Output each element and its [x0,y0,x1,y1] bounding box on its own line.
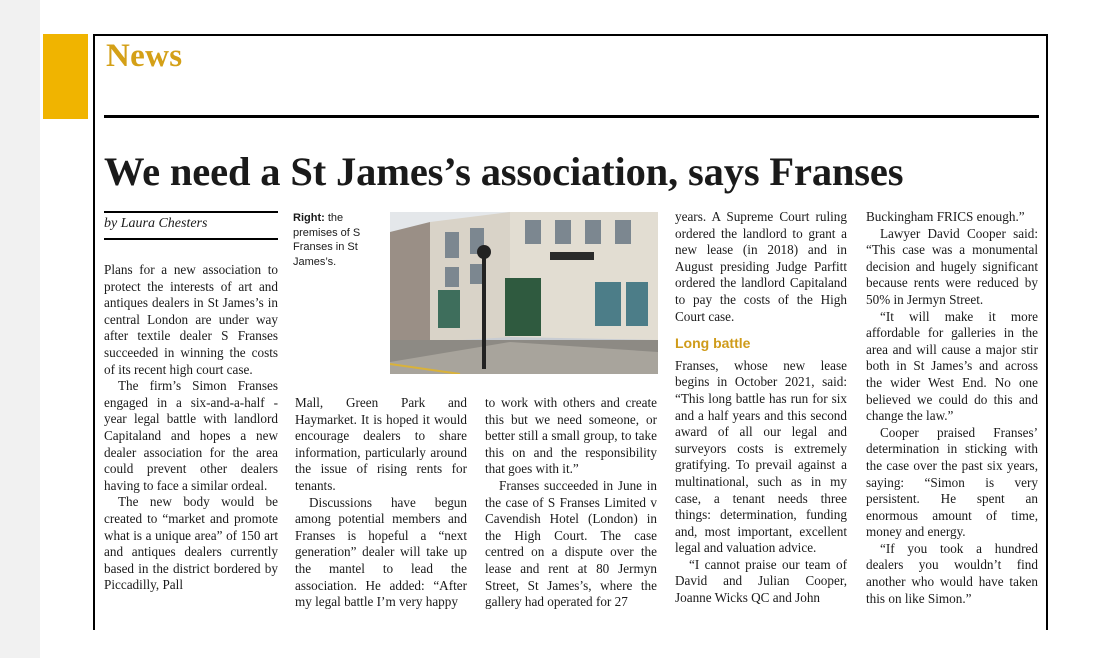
caption-text: the premises of S Franses in St James’s. [293,212,361,268]
article-column-4 [675,209,847,607]
section-label: News [106,38,183,74]
paragraph: Franses, whose new lease begins in October 2021, said: “This long battle has run for six and a half years and this second award of all our legal and surveyors costs is extremely gratifying. To prevail against a multinational, such as in my case, a tenant needs three things: determination, funding and, most important, excellent legal and valuation advice. [675,357,847,556]
headline: We need a St James’s association, says Franses [104,149,904,194]
photo-icon [390,212,658,374]
paragraph: “It will make it more affordable for galleries in the area and will cause a major stir both in St James’s and across the wider West End. No one believed we could do this and change the law.” [866,308,1038,424]
article-column-3 [485,395,657,611]
paragraph: Cooper praised Franses’ determination in sticking with the case over the past six years, saying: “Simon is very persistent. He spent an enormous amount of time, money and energy. [866,424,1038,540]
paragraph: Buckingham FRICS enough.” [866,209,1025,224]
paragraph: “I cannot praise our team of David and Julian Cooper, Joanne Wicks QC and John [675,556,847,606]
subheading-long-battle: Long battle [675,335,751,352]
caption-lead: Right: [293,212,325,224]
paragraph: The firm’s Simon Franses engaged in a six-and-a-half -year legal battle with landlord Capitaland and hopes a new dealer association for the area could prevent other dealers having to face a similar ordeal. [104,378,278,493]
header-rule [104,115,1039,118]
paragraph: Mall, Green Park and Haymarket. It is hoped it would encourage dealers to share information, particularly around the issue of rising rents for tenants. [295,395,467,493]
article-column-1 [104,262,278,594]
byline: by Laura Chesters [104,216,208,231]
frame-right-rule [1046,34,1048,630]
paragraph: “If you took a hundred dealers you wouldn’t find another who would have taken this on like Simon.” [866,540,1038,606]
paragraph: Franses succeeded in June in the case of S Franses Limited v Cavendish Hotel (London) in the High Court. The case centred on a dispute over the lease and rent at 80 Jermyn Street, St James’s, where the gallery had operated for 27 [485,477,657,610]
article-column-2 [295,395,467,611]
paragraph: to work with others and create this but we need someone, or better still a small group, to take this on and the responsibility that goes with it.” [485,395,657,477]
paragraph: Lawyer David Cooper said: “This case was a monumental decision and hugely significant because rents were reduced by 50% in Jermyn Street. [866,225,1038,307]
paragraph: Plans for a new association to protect the interests of art and antiques dealers in St James’s in central London are under way after textile dealer S Franses succeeded in winning the costs of its recent high court case. [104,262,278,377]
section-color-bar [43,34,88,119]
byline-rule-top [104,211,278,213]
photo-caption [293,211,383,269]
paragraph: Discussions have begun among potential members and Franses is hopeful a “next generation” dealer will take up the mantel to lead the association. He added: “After my legal battle I’m very happy [295,494,467,610]
paragraph: years. A Supreme Court ruling ordered the landlord to grant a new lease (in 2018) and in August presiding Judge Parfitt ordered the landlord Capitaland to pay the costs of the High Court case. [675,209,847,324]
frame-left-rule [93,34,95,630]
article-photo [390,212,658,374]
paragraph: The new body would be created to “market and promote what is a unique area” of 150 art and antiques dealers currently based in the district bordered by Piccadilly, Pall [104,494,278,593]
byline-rule-bottom [104,238,278,240]
article-column-5 [866,209,1038,607]
page-gutter [0,0,40,658]
frame-top-rule [93,34,1047,36]
